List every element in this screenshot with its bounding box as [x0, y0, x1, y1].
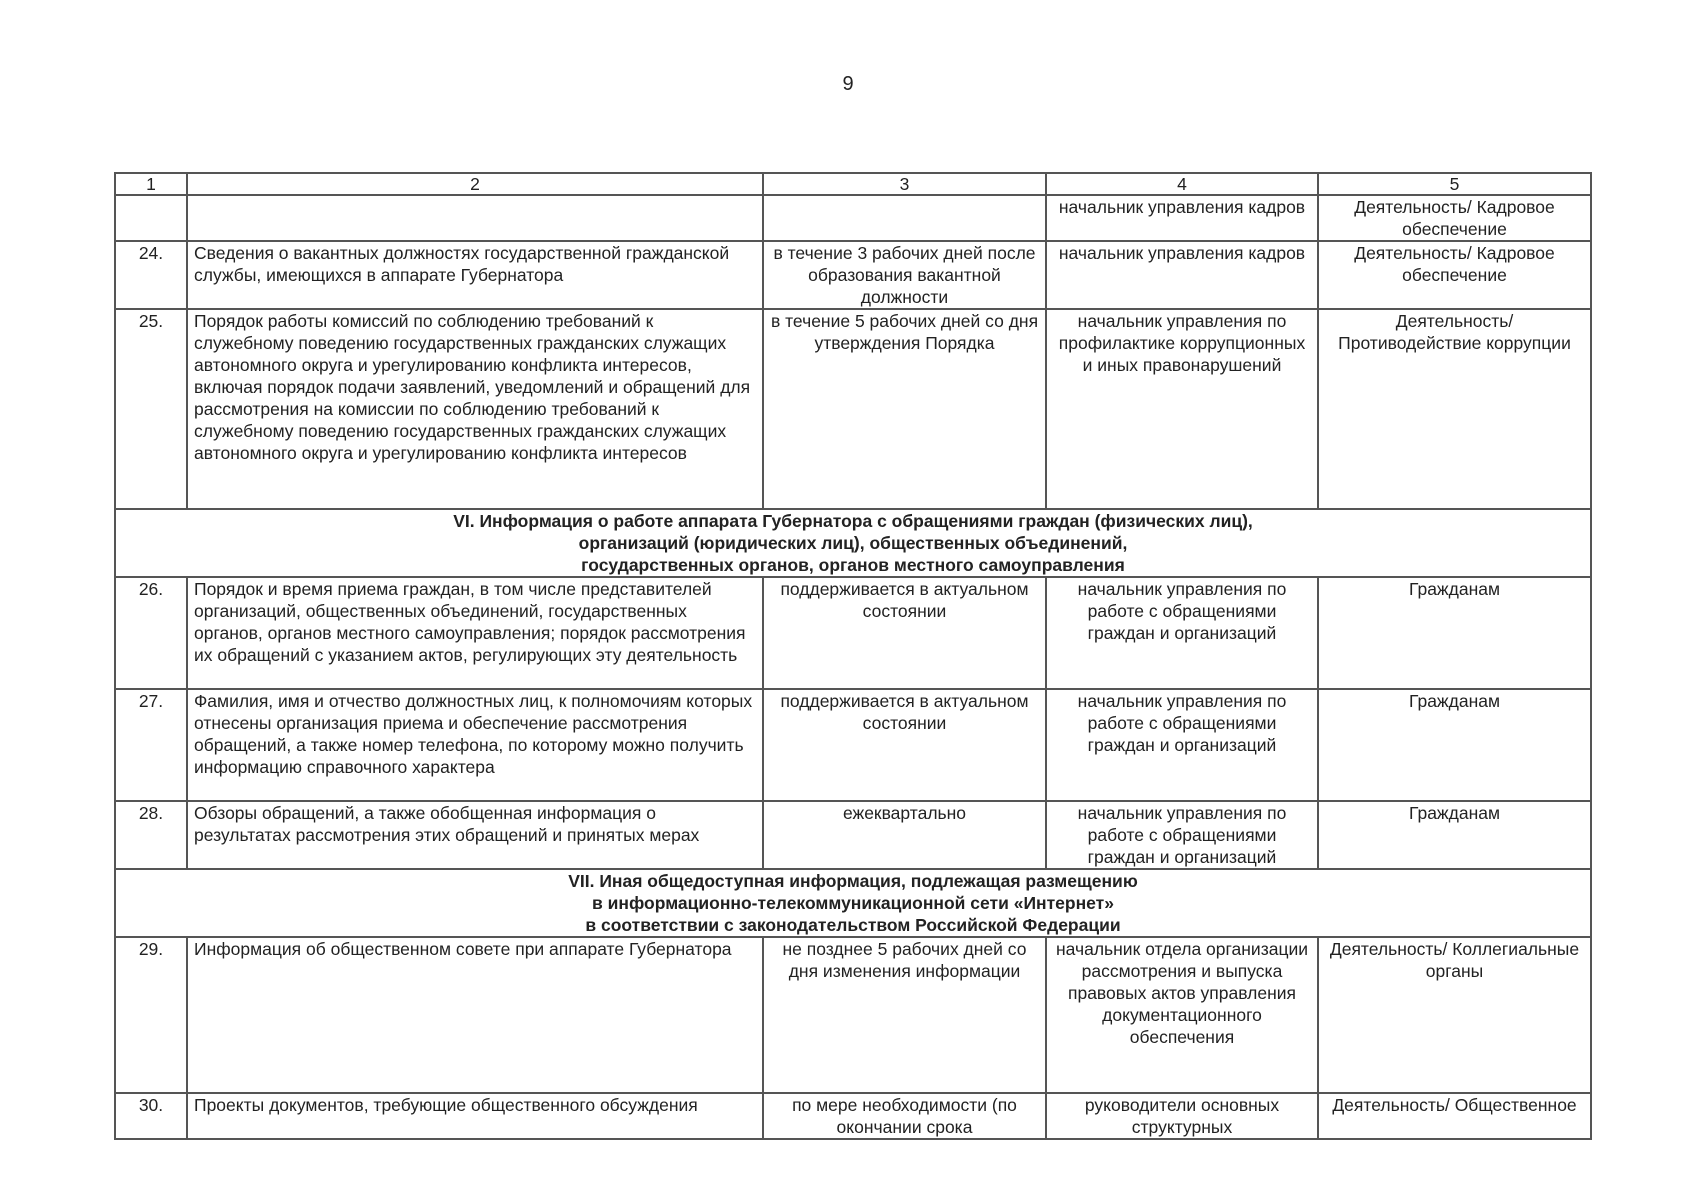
- responsible: начальник отдела организации рассмотрения и выпуска правовых актов управления документационного обеспечения: [1046, 937, 1318, 1093]
- column-number-row: [115, 173, 1591, 195]
- table-row: [115, 689, 1591, 801]
- category: Деятельность/ Кадровое обеспечение: [1318, 241, 1591, 309]
- section-heading: [115, 509, 1591, 577]
- section-heading-row: [115, 509, 1591, 577]
- row-number: 30.: [115, 1093, 187, 1139]
- deadline: в течение 5 рабочих дней со дня утверждения Порядка: [763, 309, 1046, 509]
- section-heading-row: [115, 869, 1591, 937]
- column-number: 5: [1318, 173, 1591, 195]
- category: Деятельность/ Коллегиальные органы: [1318, 937, 1591, 1093]
- info-name: Сведения о вакантных должностях государственной гражданской службы, имеющихся в аппарате Губернатора: [187, 241, 763, 309]
- responsible: начальник управления по работе с обращениями граждан и организаций: [1046, 801, 1318, 869]
- table-row: [115, 577, 1591, 689]
- deadline: поддерживается в актуальном состоянии: [763, 577, 1046, 689]
- section-heading-line: в информационно-телекоммуникационной сети «Интернет»: [592, 893, 1114, 913]
- info-name: Порядок работы комиссий по соблюдению требований к служебному поведению государственных гражданских служащих автономного округа и урегулированию конфликта интересов, включая порядок подачи заявлений, уведомлений и обращений для рассмотрения на комиссии по соблюдению требований к служебному поведению государственных гражданских служащих автономного округа и урегулированию конфликта интересов: [187, 309, 763, 509]
- info-name: [187, 195, 763, 241]
- page-number: 9: [842, 73, 854, 95]
- info-name: Проекты документов, требующие общественного обсуждения: [187, 1093, 763, 1139]
- responsible: начальник управления по профилактике коррупционных и иных правонарушений: [1046, 309, 1318, 509]
- deadline: не позднее 5 рабочих дней со дня изменения информации: [763, 937, 1046, 1093]
- information-table: [114, 172, 1592, 1140]
- section-heading-line: в соответствии с законодательством Российской Федерации: [585, 915, 1121, 935]
- category: Деятельность/ Кадровое обеспечение: [1318, 195, 1591, 241]
- table-row: [115, 937, 1591, 1093]
- deadline: по мере необходимости (по окончании срока: [763, 1093, 1046, 1139]
- deadline: поддерживается в актуальном состоянии: [763, 689, 1046, 801]
- section-heading-line: VII. Иная общедоступная информация, подлежащая размещению: [568, 871, 1138, 891]
- category: Деятельность/ Общественное: [1318, 1093, 1591, 1139]
- responsible: начальник управления кадров: [1046, 195, 1318, 241]
- row-number: 25.: [115, 309, 187, 509]
- table-row: [115, 241, 1591, 309]
- category: Гражданам: [1318, 689, 1591, 801]
- info-name: Информация об общественном совете при аппарате Губернатора: [187, 937, 763, 1093]
- section-heading-line: VI. Информация о работе аппарата Губернатора с обращениями граждан (физических лиц),: [453, 511, 1253, 531]
- category: Деятельность/ Противодействие коррупции: [1318, 309, 1591, 509]
- section-heading: [115, 869, 1591, 937]
- deadline: в течение 3 рабочих дней после образования вакантной должности: [763, 241, 1046, 309]
- row-number: 27.: [115, 689, 187, 801]
- responsible: руководители основных структурных: [1046, 1093, 1318, 1139]
- responsible: начальник управления по работе с обращениями граждан и организаций: [1046, 577, 1318, 689]
- section-heading-line: организаций (юридических лиц), общественных объединений,: [578, 533, 1128, 553]
- row-number: 26.: [115, 577, 187, 689]
- table-row: [115, 1093, 1591, 1139]
- category: Гражданам: [1318, 801, 1591, 869]
- section-heading-line: государственных органов, органов местного самоуправления: [581, 555, 1125, 575]
- category: Гражданам: [1318, 577, 1591, 689]
- info-name: Обзоры обращений, а также обобщенная информация о результатах рассмотрения этих обращений и принятых мерах: [187, 801, 763, 869]
- table-row: [115, 801, 1591, 869]
- deadline: ежеквартально: [763, 801, 1046, 869]
- responsible: начальник управления по работе с обращениями граждан и организаций: [1046, 689, 1318, 801]
- column-number: 2: [187, 173, 763, 195]
- column-number: 4: [1046, 173, 1318, 195]
- deadline: [763, 195, 1046, 241]
- table-row: [115, 195, 1591, 241]
- row-number: 28.: [115, 801, 187, 869]
- column-number: 1: [115, 173, 187, 195]
- row-number: [115, 195, 187, 241]
- row-number: 24.: [115, 241, 187, 309]
- row-number: 29.: [115, 937, 187, 1093]
- column-number: 3: [763, 173, 1046, 195]
- info-name: Порядок и время приема граждан, в том числе представителей организаций, общественных объединений, государственных органов, органов местного самоуправления; порядок рассмотрения их обращений с указанием актов, регулирующих эту деятельность: [187, 577, 763, 689]
- responsible: начальник управления кадров: [1046, 241, 1318, 309]
- info-name: Фамилия, имя и отчество должностных лиц, к полномочиям которых отнесены организация приема и обеспечение рассмотрения обращений, а также номер телефона, по которому можно получить информацию справочного характера: [187, 689, 763, 801]
- table-row: [115, 309, 1591, 509]
